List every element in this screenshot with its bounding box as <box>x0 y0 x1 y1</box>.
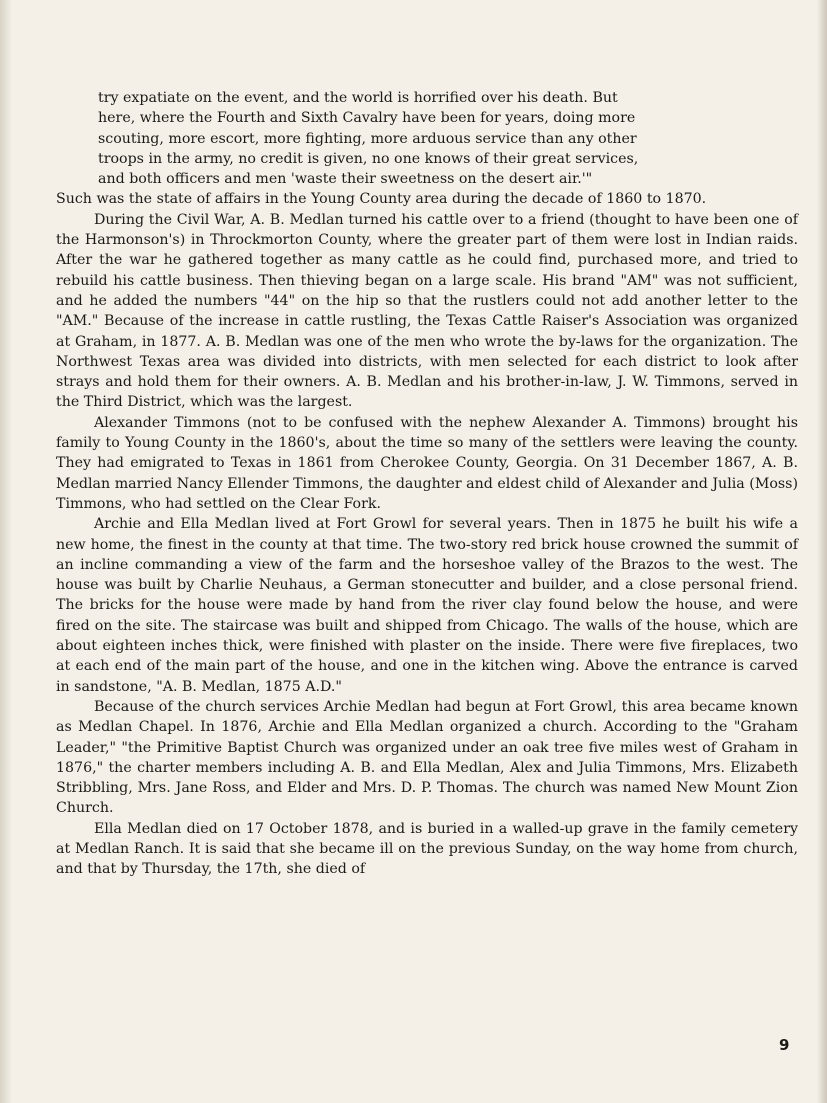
quote-line: and both officers and men 'waste their sweetness on the desert air.'" <box>98 171 593 188</box>
block-quote <box>98 88 798 189</box>
paragraph-medlan-house: Archie and Ella Medlan lived at Fort Growl for several years. Then in 1875 he built his wife a new home, the finest in the county at that time. The two-story red brick house crowned the summit of an incline commanding a view of the farm and the horseshoe valley of the Brazos to the west. The house was built by Charlie Neuhaus, a German stonecutter and builder, and a close personal friend. The bricks for the house were made by hand from the river clay found below the house, and were fired on the site. The staircase was built and shipped from Chicago. The walls of the house, which are about eighteen inches thick, were finished with plaster on the inside. There were five fireplaces, two at each end of the main part of the house, and one in the kitchen wing. Above the entrance is carved in sandstone, "A. B. Medlan, 1875 A.D." <box>56 516 798 695</box>
quote-line: troops in the army, no credit is given, no one knows of their great services, <box>98 150 639 167</box>
paragraph-ella-death: Ella Medlan died on 17 October 1878, and is buried in a walled-up grave in the family cemetery at Medlan Ranch. It is said that she became ill on the previous Sunday, on the way home from church, and that by Thursday, the 17th, she died of <box>56 820 798 878</box>
quote-line: scouting, more escort, more fighting, more arduous service than any other <box>98 130 637 147</box>
paragraph-church: Because of the church services Archie Medlan had begun at Fort Growl, this area became known as Medlan Chapel. In 1876, Archie and Ella Medlan organized a church. According to the "Graham Leader," "the Primitive Baptist Church was organized under an oak tree five miles west of Graham in 1876," the charter members including A. B. and Ella Medlan, Alex and Julia Timmons, Mrs. Elizabeth Stribbling, Mrs. Jane Ross, and Elder and Mrs. D. P. Thomas. The church was named New Mount Zion Church. <box>56 698 798 817</box>
paragraph-summary: Such was the state of affairs in the Young County area during the decade of 1860 to 1870. <box>56 191 707 208</box>
page-edge-right <box>817 0 827 1103</box>
quote-line: here, where the Fourth and Sixth Cavalry have been for years, doing more <box>98 110 636 127</box>
page-edge-left <box>0 0 12 1103</box>
body-text <box>56 88 798 880</box>
paragraph-timmons: Alexander Timmons (not to be confused with the nephew Alexander A. Timmons) brought his family to Young County in the 1860's, about the time so many of the settlers were leaving the county. They had emigrated to Texas in 1861 from Cherokee County, Georgia. On 31 December 1867, A. B. Medlan married Nancy Ellender Timmons, the daughter and eldest child of Alexander and Julia (Moss) Timmons, who had settled on the Clear Fork. <box>56 414 798 512</box>
quote-line: try expatiate on the event, and the world is horrified over his death. But <box>98 90 618 106</box>
page-number: 9 <box>779 1036 790 1054</box>
paragraph-civil-war: During the Civil War, A. B. Medlan turned his cattle over to a friend (thought to have been one of the Harmonson's) in Throckmorton County, where the greater part of them were lost in Indian raids. After the war he gathered together as many cattle as he could find, purchased more, and tried to rebuild his cattle business. Then thieving began on a large scale. His brand "AM" was not sufficient, and he added the numbers "44" on the hip so that the rustlers could not add another letter to the "AM." Because of the increase in cattle rustling, the Texas Cattle Raiser's Association was organized at Graham, in 1877. A. B. Medlan was one of the men who wrote the by-laws for the organization. The Northwest Texas area was divided into districts, with men selected for each district to look after strays and hold them for their owners. A. B. Medlan and his brother-in-law, J. W. Timmons, served in the Third District, which was the largest. <box>56 211 798 411</box>
